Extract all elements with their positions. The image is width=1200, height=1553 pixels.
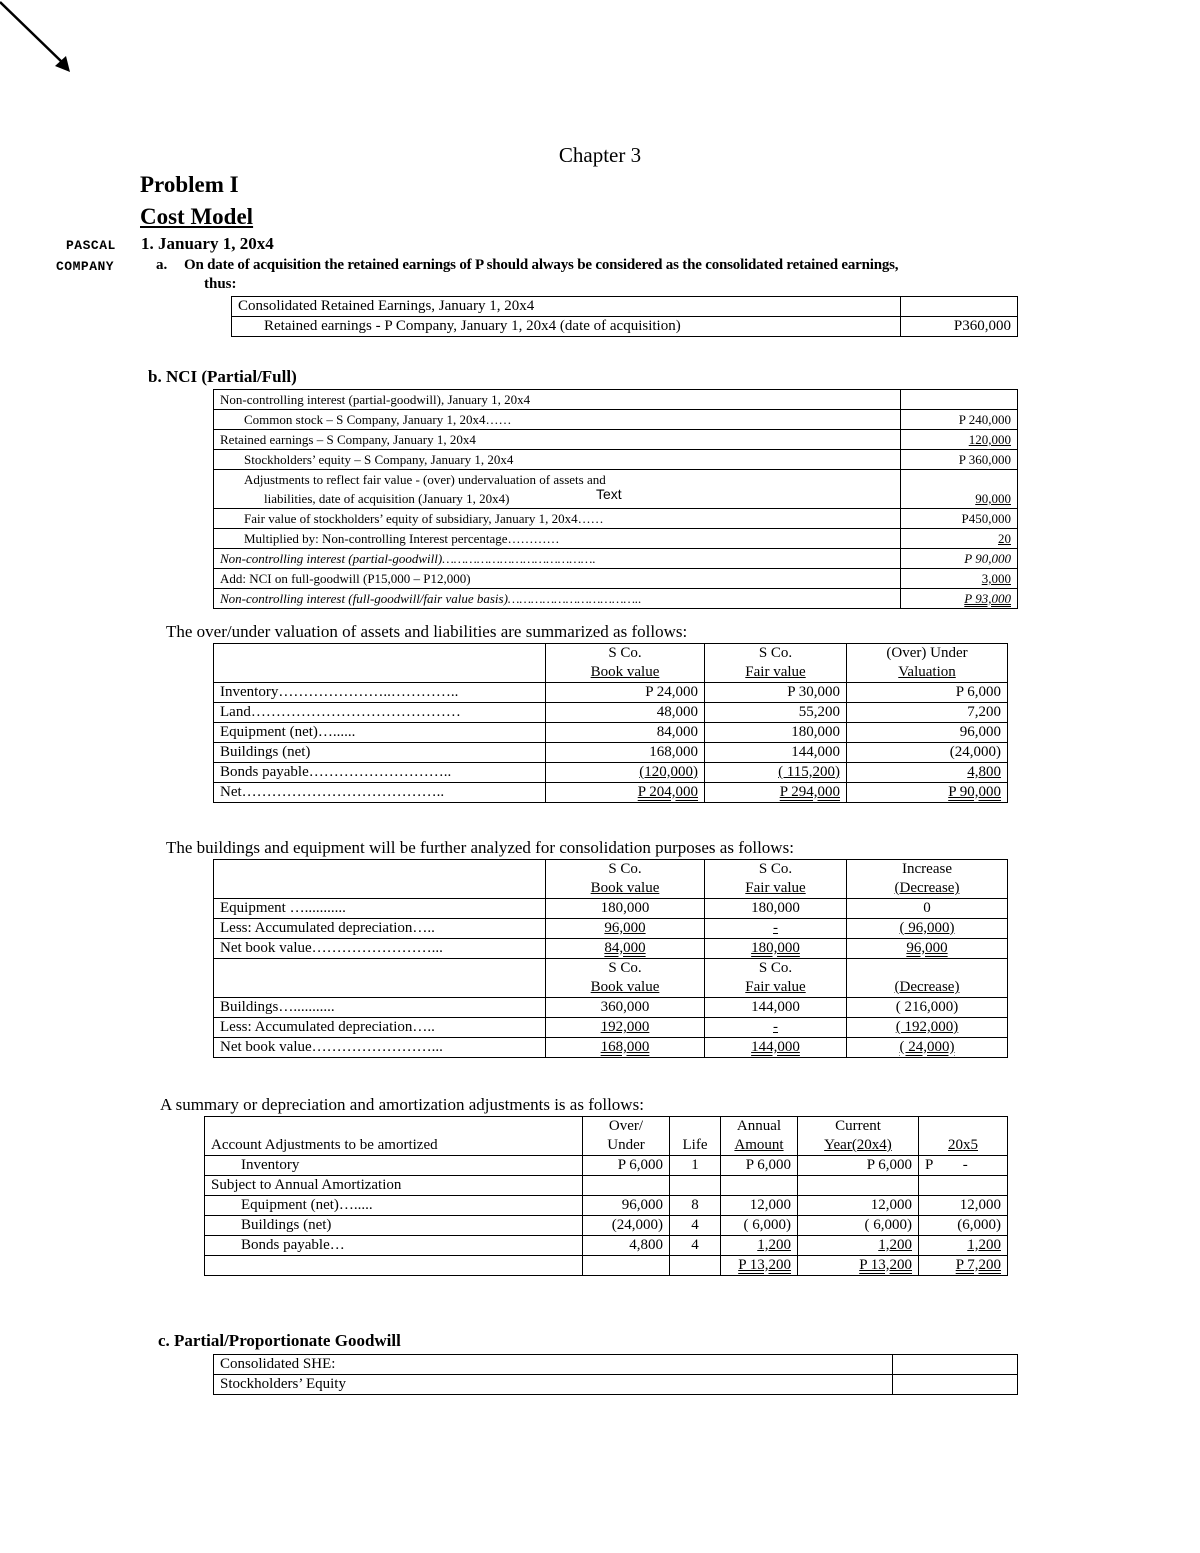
table-cell: (24,000): [583, 1216, 670, 1236]
table-cell: [670, 1176, 721, 1196]
amort-intro: A summary or depreciation and amortization adjustments is as follows:: [160, 1095, 644, 1114]
problem-title: Problem I: [140, 172, 239, 197]
table-cell: 1: [670, 1156, 721, 1176]
table-cell: 0: [847, 899, 1008, 919]
table-row: [205, 1196, 1008, 1216]
table-cell: Net book value……………………...: [214, 939, 546, 959]
part-a-text-2: thus:: [204, 276, 237, 292]
table-cell: P 90,000: [901, 549, 1018, 569]
table-cell: ( 192,000): [847, 1018, 1008, 1038]
table-cell: Non-controlling interest (partial-goodwill)………………………………….: [214, 549, 901, 569]
table-row: [214, 703, 1008, 723]
table-cell: Less: Accumulated depreciation…..: [214, 1018, 546, 1038]
table-cell: 96,000: [546, 919, 705, 939]
table-cell: [214, 978, 546, 998]
table-cell: 12,000: [721, 1196, 798, 1216]
table-row: [214, 723, 1008, 743]
side-label-company: COMPANY: [56, 259, 115, 274]
part1-heading: 1. January 1, 20x4: [141, 234, 274, 253]
table-cell: S Co.: [705, 860, 847, 880]
table-cell: [901, 297, 1018, 317]
table-cell: Amount: [721, 1136, 798, 1156]
table-cell: S Co.: [705, 644, 847, 664]
table-cell: ( 24,000): [847, 1038, 1008, 1058]
side-label-pascal: PASCAL: [66, 238, 116, 253]
table-row: [214, 1355, 1018, 1375]
table-cell-text: liabilities, date of acquisition (January 1, 20x4): [264, 491, 510, 506]
table-cell: Non-controlling interest (full-goodwill/fair value basis)……………………………..: [214, 589, 901, 609]
table-cell: 96,000: [583, 1196, 670, 1216]
consolidated-re-table: [231, 296, 1018, 337]
table-cell: [214, 860, 546, 880]
table-cell: Inventory…………………..…………..: [214, 683, 546, 703]
table-cell: 4,800: [583, 1236, 670, 1256]
table-cell: Common stock – S Company, January 1, 20x4……: [214, 410, 901, 430]
table-cell: [919, 1176, 1008, 1196]
table-cell: 55,200: [705, 703, 847, 723]
table-cell: P 90,000: [847, 783, 1008, 803]
table-cell: P 6,000: [583, 1156, 670, 1176]
part-b-heading: b. NCI (Partial/Full): [148, 367, 297, 386]
table-cell: 1,200: [721, 1236, 798, 1256]
table-cell: 90,000: [901, 489, 1018, 509]
part-a-label: a.: [156, 257, 168, 273]
table-cell: Retained earnings - P Company, January 1, 20x4 (date of acquisition): [232, 317, 901, 337]
table-cell: P450,000: [901, 509, 1018, 529]
table-cell: ( 96,000): [847, 919, 1008, 939]
table-cell: Buildings (net): [214, 743, 546, 763]
table-row: [214, 899, 1008, 919]
table-row: [214, 743, 1008, 763]
table-row: [214, 860, 1008, 880]
table-cell: [214, 663, 546, 683]
table-cell: 48,000: [546, 703, 705, 723]
table-row: [214, 390, 1018, 410]
table-cell: 3,000: [901, 569, 1018, 589]
table-cell: Valuation: [847, 663, 1008, 683]
table-row: [214, 549, 1018, 569]
table-row: [214, 569, 1018, 589]
table-cell: 180,000: [705, 939, 847, 959]
table-row: [214, 998, 1008, 1018]
table-cell: Net book value……………………...: [214, 1038, 546, 1058]
table-cell: 144,000: [705, 1038, 847, 1058]
table-row: [232, 297, 1018, 317]
table-cell: P 93,000: [901, 589, 1018, 609]
table-cell: Stockholders’ equity – S Company, January 1, 20x4: [214, 450, 901, 470]
table-cell: Bonds payable…: [205, 1236, 583, 1256]
table-cell: Add: NCI on full-goodwill (P15,000 – P12,000): [214, 569, 901, 589]
table-cell: Buildings…...........: [214, 998, 546, 1018]
table-cell: 4: [670, 1216, 721, 1236]
table-cell: 96,000: [847, 939, 1008, 959]
table-cell: [721, 1176, 798, 1196]
chapter-title: Chapter 3: [558, 143, 642, 167]
table-cell: 84,000: [546, 939, 705, 959]
table-row: [214, 763, 1008, 783]
table-row: [232, 317, 1018, 337]
table-cell: 180,000: [705, 899, 847, 919]
table-cell: [893, 1375, 1018, 1395]
table-cell: P 360,000: [901, 450, 1018, 470]
table-row: [205, 1156, 1008, 1176]
table-row: [214, 959, 1008, 979]
table-cell: Equipment …...........: [214, 899, 546, 919]
table-row: [214, 1038, 1008, 1058]
table-cell: [205, 1256, 583, 1276]
table-row: [214, 644, 1008, 664]
table-cell: [583, 1256, 670, 1276]
table-cell: Adjustments to reflect fair value - (over) undervaluation of assets and: [214, 470, 901, 490]
table-cell: P 13,200: [721, 1256, 798, 1276]
table-cell: [893, 1355, 1018, 1375]
part-a-text: On date of acquisition the retained earnings of P should always be considered as the consolidated retained earnings,: [184, 257, 899, 273]
table-cell: [847, 959, 1008, 979]
table-cell: 8: [670, 1196, 721, 1216]
part-c-heading: c. Partial/Proportionate Goodwill: [158, 1331, 401, 1350]
table-row: [214, 783, 1008, 803]
table-cell: 4,800: [847, 763, 1008, 783]
table-cell: 4: [670, 1236, 721, 1256]
valuation-intro: The over/under valuation of assets and liabilities are summarized as follows:: [166, 622, 688, 641]
table-cell: [919, 1117, 1008, 1137]
table-row: [205, 1136, 1008, 1156]
bldg-equip-table: [213, 859, 1008, 1058]
table-row: [214, 509, 1018, 529]
table-cell: (6,000): [919, 1216, 1008, 1236]
table-cell: P 7,200: [919, 1256, 1008, 1276]
table-cell: Current: [798, 1117, 919, 1137]
table-cell: Fair value: [705, 663, 847, 683]
table-row: [214, 978, 1008, 998]
table-cell: 180,000: [546, 899, 705, 919]
table-cell: (Decrease): [847, 879, 1008, 899]
table-cell: S Co.: [546, 860, 705, 880]
table-row: [214, 589, 1018, 609]
table-cell: Year(20x4): [798, 1136, 919, 1156]
table-row: [214, 919, 1008, 939]
table-cell: Bonds payable………………………..: [214, 763, 546, 783]
table-cell: Equipment (net)…......: [214, 723, 546, 743]
table-cell: 12,000: [798, 1196, 919, 1216]
table-cell: [901, 470, 1018, 490]
table-row: [214, 1018, 1008, 1038]
table-row: [214, 879, 1008, 899]
table-cell: [583, 1176, 670, 1196]
table-cell: P -: [919, 1156, 1008, 1176]
table-cell: Land……………………………………: [214, 703, 546, 723]
table-cell: 144,000: [705, 998, 847, 1018]
table-row: [214, 430, 1018, 450]
table-row: [214, 683, 1008, 703]
model-title: Cost Model: [140, 204, 254, 229]
table-cell: P 24,000: [546, 683, 705, 703]
table-cell: 12,000: [919, 1196, 1008, 1216]
table-cell: Annual: [721, 1117, 798, 1137]
valuation-table: [213, 643, 1008, 803]
table-cell: Buildings (net): [205, 1216, 583, 1236]
table-cell: Fair value: [705, 879, 847, 899]
table-cell: Consolidated SHE:: [214, 1355, 893, 1375]
table-row: [214, 529, 1018, 549]
table-cell: 20x5: [919, 1136, 1008, 1156]
table-cell: Fair value of stockholders’ equity of subsidiary, January 1, 20x4……: [214, 509, 901, 529]
amort-table: [204, 1116, 1008, 1276]
table-cell: 180,000: [705, 723, 847, 743]
table-cell: 144,000: [705, 743, 847, 763]
table-cell: Net…………………………………..: [214, 783, 546, 803]
table-cell: Stockholders’ Equity: [214, 1375, 893, 1395]
partial-goodwill-table: [213, 1354, 1018, 1395]
table-cell: S Co.: [705, 959, 847, 979]
table-cell: Fair value: [705, 978, 847, 998]
table-cell: Under: [583, 1136, 670, 1156]
table-cell: P 240,000: [901, 410, 1018, 430]
table-cell: Consolidated Retained Earnings, January 1, 20x4: [232, 297, 901, 317]
table-cell: ( 216,000): [847, 998, 1008, 1018]
table-cell: Account Adjustments to be amortized: [205, 1136, 583, 1156]
table-cell: P 13,200: [798, 1256, 919, 1276]
table-row: [205, 1176, 1008, 1196]
table-row: [205, 1236, 1008, 1256]
table-cell: Life: [670, 1136, 721, 1156]
table-row: [214, 663, 1008, 683]
floating-text: Text: [596, 486, 622, 502]
table-cell: 360,000: [546, 998, 705, 1018]
table-cell: [798, 1176, 919, 1196]
table-cell: 192,000: [546, 1018, 705, 1038]
table-cell: [205, 1117, 583, 1137]
table-cell: [214, 879, 546, 899]
table-cell: Equipment (net)….....: [205, 1196, 583, 1216]
table-cell: (120,000): [546, 763, 705, 783]
table-cell: P 30,000: [705, 683, 847, 703]
table-cell: P 294,000: [705, 783, 847, 803]
table-cell: -: [705, 1018, 847, 1038]
table-cell: (24,000): [847, 743, 1008, 763]
table-cell: (Decrease): [847, 978, 1008, 998]
table-cell: [670, 1117, 721, 1137]
table-row: [205, 1256, 1008, 1276]
table-cell: S Co.: [546, 959, 705, 979]
table-cell: ( 115,200): [705, 763, 847, 783]
table-cell: [214, 644, 546, 664]
table-cell: Book value: [546, 879, 705, 899]
table-row: [214, 1375, 1018, 1395]
table-cell: -: [705, 919, 847, 939]
table-cell: Inventory: [205, 1156, 583, 1176]
arrow-icon: [0, 0, 80, 80]
table-cell: 1,200: [798, 1236, 919, 1256]
table-cell: [214, 959, 546, 979]
table-cell: Retained earnings – S Company, January 1, 20x4: [214, 430, 901, 450]
table-cell: 168,000: [546, 743, 705, 763]
table-cell: P 6,000: [798, 1156, 919, 1176]
table-cell: Over/: [583, 1117, 670, 1137]
nci-table: [213, 389, 1018, 609]
table-row: [205, 1216, 1008, 1236]
bldg-equip-intro: The buildings and equipment will be further analyzed for consolidation purposes as follows:: [166, 838, 794, 857]
table-cell: Multiplied by: Non-controlling Interest percentage…………: [214, 529, 901, 549]
table-cell: 7,200: [847, 703, 1008, 723]
table-cell: Increase: [847, 860, 1008, 880]
table-row: [214, 450, 1018, 470]
table-row: [214, 410, 1018, 430]
table-cell: 96,000: [847, 723, 1008, 743]
table-cell: Book value: [546, 663, 705, 683]
table-cell: S Co.: [546, 644, 705, 664]
table-row: [205, 1117, 1008, 1137]
table-cell: [670, 1256, 721, 1276]
table-cell: ( 6,000): [721, 1216, 798, 1236]
table-cell: Subject to Annual Amortization: [205, 1176, 583, 1196]
table-row: [214, 489, 1018, 509]
table-cell: [214, 486, 901, 509]
table-cell: 168,000: [546, 1038, 705, 1058]
table-cell: Book value: [546, 978, 705, 998]
table-cell: 84,000: [546, 723, 705, 743]
table-cell: Non-controlling interest (partial-goodwill), January 1, 20x4: [214, 390, 901, 410]
table-cell: ( 6,000): [798, 1216, 919, 1236]
table-cell: 120,000: [901, 430, 1018, 450]
table-cell: [901, 390, 1018, 410]
table-row: [214, 939, 1008, 959]
table-cell: Less: Accumulated depreciation…..: [214, 919, 546, 939]
table-cell: P 6,000: [721, 1156, 798, 1176]
table-cell: P 6,000: [847, 683, 1008, 703]
table-cell: P360,000: [901, 317, 1018, 337]
table-cell: 20: [901, 529, 1018, 549]
table-cell: P 204,000: [546, 783, 705, 803]
table-cell: 1,200: [919, 1236, 1008, 1256]
table-cell: (Over) Under: [847, 644, 1008, 664]
